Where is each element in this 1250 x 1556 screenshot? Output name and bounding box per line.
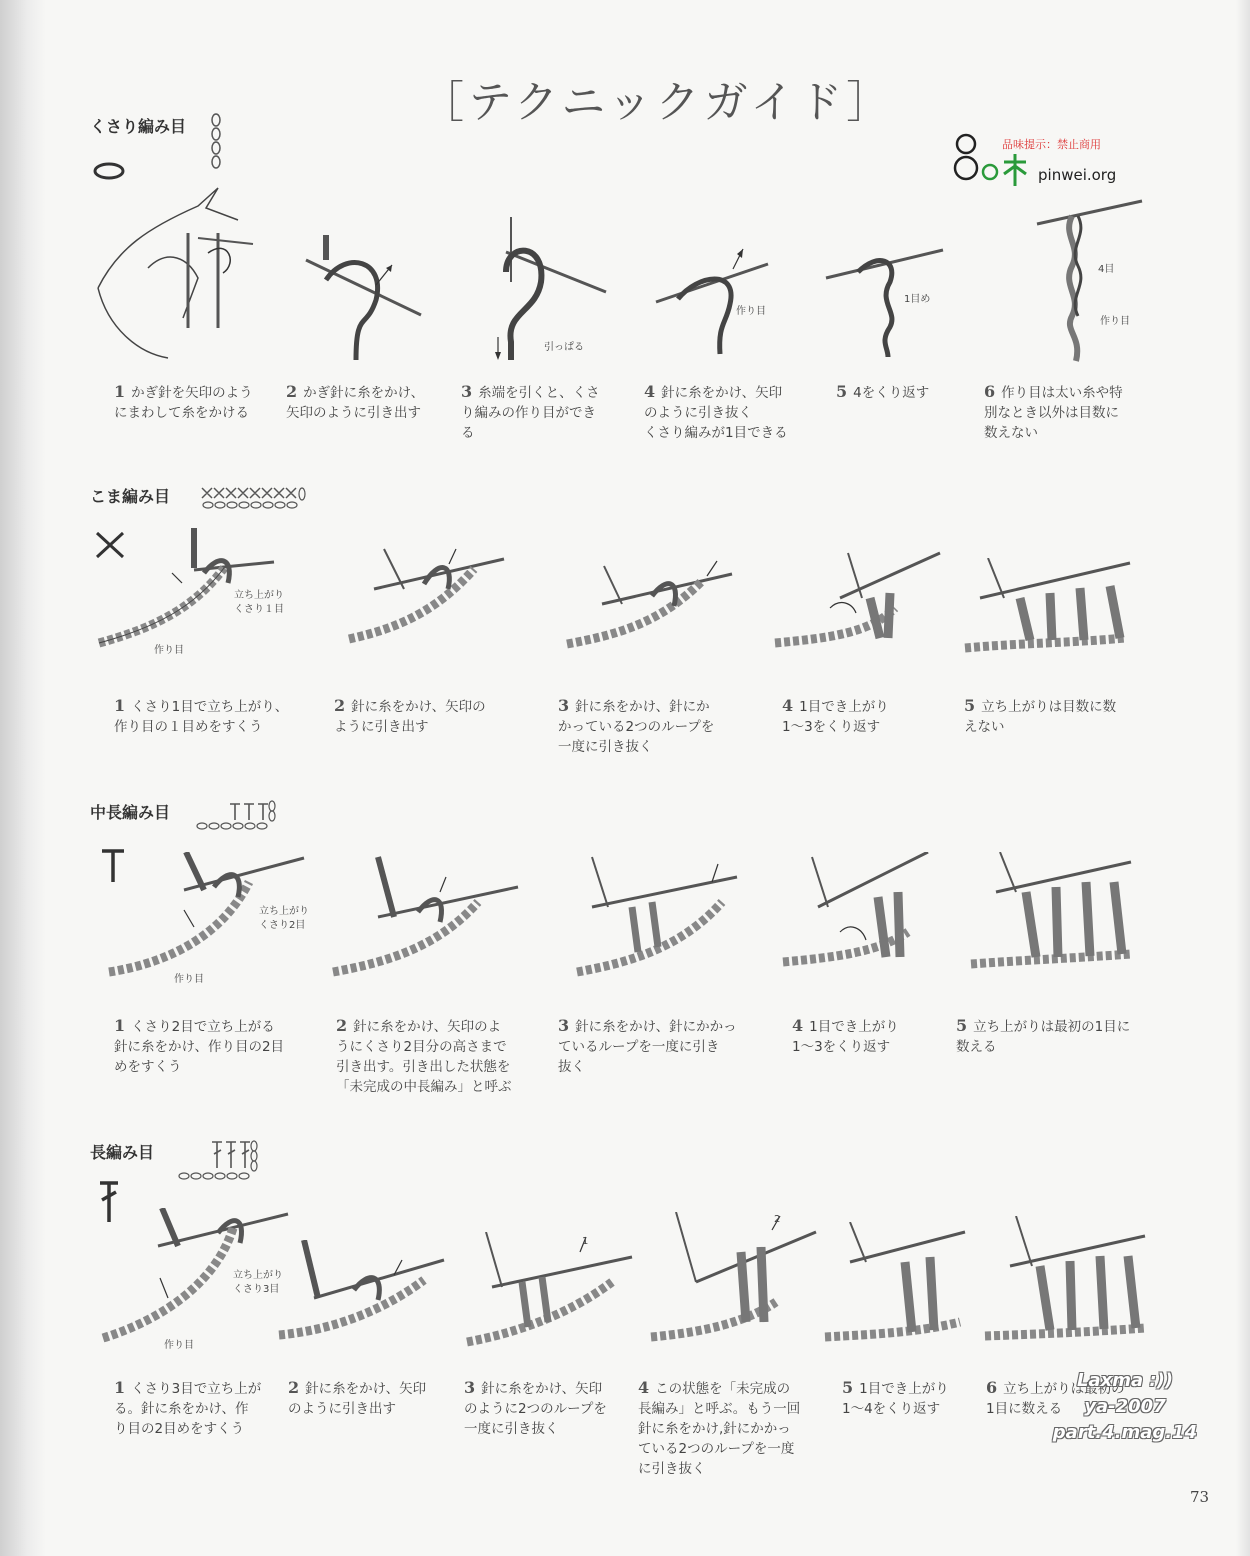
label-chain-hdc: くさり2目 bbox=[259, 920, 306, 931]
label-four-stitches: 4目 bbox=[1098, 264, 1115, 275]
page-edge-right bbox=[1236, 0, 1250, 1556]
page-number: 73 bbox=[1190, 1488, 1210, 1506]
dc-step2-diagram bbox=[274, 1240, 449, 1350]
half-double-chart-symbol bbox=[194, 800, 278, 832]
hdc-step4-diagram bbox=[778, 852, 938, 972]
section-heading-double: 長編み目 bbox=[90, 1143, 155, 1162]
section-heading-half-double: 中長編み目 bbox=[90, 803, 171, 822]
dc-step2-caption: 2 針に糸をかけ、矢印 のように引き出す bbox=[288, 1378, 427, 1417]
single-step3-caption: 3 針に糸をかけ、針にか かっている2つのループを 一度に引き抜く bbox=[558, 696, 715, 755]
single-step1-caption: 1 くさり1目で立ち上がり、 作り目の１目めをすくう bbox=[114, 696, 289, 735]
dc-step5-caption: 5 1目でき上がり 1〜4をくり返す bbox=[842, 1378, 949, 1417]
page-title: ［テクニックガイド］ bbox=[420, 77, 895, 128]
chain-step1-diagram bbox=[88, 178, 263, 368]
label-rise-dc: 立ち上がり bbox=[233, 1270, 283, 1281]
single-step3-diagram bbox=[562, 556, 737, 656]
label-rise-sc: 立ち上がり bbox=[234, 590, 284, 601]
label-base-sc: 作り目 bbox=[154, 645, 184, 656]
label-base-chain4: 作り目 bbox=[736, 306, 766, 317]
chain-step3-diagram bbox=[486, 212, 616, 362]
hdc-step5-caption: 5 立ち上がりは最初の1目に 数える bbox=[956, 1016, 1131, 1055]
double-crochet-chart-symbol bbox=[176, 1138, 260, 1182]
hdc-step4-caption: 4 1目でき上がり 1〜3をくり返す bbox=[792, 1016, 899, 1055]
dc-step4-diagram bbox=[646, 1212, 821, 1352]
chain-step2-diagram bbox=[296, 230, 426, 365]
hdc-step1-caption: 1 くさり2目で立ち上がる 針に糸をかけ、作り目の2目 めをすくう bbox=[114, 1016, 285, 1075]
dc-step1-diagram bbox=[98, 1208, 298, 1353]
section-heading-chain: くさり編み目 bbox=[90, 117, 187, 136]
section-heading-single: こま編み目 bbox=[90, 487, 171, 506]
dc-step5-diagram bbox=[820, 1222, 970, 1352]
chain-step1-caption: 1 かぎ針を矢印のよう にまわして糸をかける bbox=[114, 382, 253, 421]
chain-step3-caption: 3 糸端を引くと、くさ り編みの作り目ができ る bbox=[461, 382, 600, 441]
dc-step6-diagram bbox=[980, 1216, 1150, 1351]
hdc-step3-diagram bbox=[572, 852, 742, 982]
single-step5-caption: 5 立ち上がりは目数に数 えない bbox=[964, 696, 1117, 735]
label-rise-hdc: 立ち上がり bbox=[259, 906, 309, 917]
dc-step3-caption: 3 針に糸をかけ、矢印 のように2つのループを 一度に引き抜く bbox=[464, 1378, 607, 1437]
label-base-hdc: 作り目 bbox=[174, 974, 204, 985]
single-step4-diagram bbox=[770, 548, 945, 658]
chain-step6-diagram bbox=[1032, 196, 1144, 366]
hdc-step2-diagram bbox=[328, 852, 523, 982]
single-step2-caption: 2 針に糸をかけ、矢印の ように引き出す bbox=[334, 696, 486, 735]
hdc-step1-diagram bbox=[104, 852, 324, 992]
hdc-step2-caption: 2 針に糸をかけ、矢印のよ うにくさり2目分の高さまで 引き出す。引き出した状態を 「未完成の中長編み」と呼ぶ bbox=[336, 1016, 512, 1095]
single-crochet-chart-symbol bbox=[198, 484, 308, 510]
chain-chart-symbol bbox=[208, 112, 224, 170]
chain-step5-caption: 5 4をくり返す bbox=[836, 382, 930, 401]
dc-step1-caption: 1 くさり3目で立ち上が る。針に糸をかけ、作 り目の2目めをすくう bbox=[114, 1378, 262, 1437]
chain-step6-caption: 6 作り目は太い糸や特 別なとき以外は目数に 数えない bbox=[984, 382, 1123, 441]
chain-step4-caption: 4 針に糸をかけ、矢印 のように引き抜く くさり編みが1目できる bbox=[644, 382, 788, 441]
dc-step4-caption: 4 この状態を「未完成の 長編み」と呼ぶ。もう一回 針に糸をかけ,針にかかっ ている2つのループを一度 に引き抜く bbox=[638, 1378, 801, 1477]
label-chain-dc: くさり3目 bbox=[233, 1284, 280, 1295]
page-gutter-shadow bbox=[0, 0, 46, 1556]
watermark-logo bbox=[952, 132, 1132, 192]
label-arrow-2: 2 bbox=[774, 1214, 781, 1225]
single-step4-caption: 4 1目でき上がり 1〜3をくり返す bbox=[782, 696, 889, 735]
label-first-stitch: 1目め bbox=[904, 294, 931, 305]
label-base-dc: 作り目 bbox=[164, 1340, 194, 1351]
single-step1-diagram bbox=[94, 528, 324, 668]
watermark-notice: 品味提示：禁止商用 bbox=[1002, 138, 1101, 151]
label-arrow-1: 1 bbox=[582, 1236, 589, 1247]
dc-step3-diagram bbox=[462, 1232, 637, 1352]
watermark-site: pinwei.org bbox=[1038, 166, 1117, 184]
label-pull: 引っぱる bbox=[544, 342, 584, 353]
chain-step5-diagram bbox=[818, 242, 948, 357]
dc-step6-caption: 6 立ち上がりは最初の 1目に数える bbox=[986, 1378, 1125, 1417]
label-chain-sc: くさり１目 bbox=[234, 604, 284, 615]
single-step2-diagram bbox=[344, 544, 509, 654]
single-step5-diagram bbox=[960, 558, 1135, 658]
label-base-chain6: 作り目 bbox=[1100, 316, 1130, 327]
hdc-step5-diagram bbox=[966, 852, 1136, 977]
chain-step4-diagram bbox=[648, 244, 773, 356]
chain-step2-caption: 2 かぎ針に糸をかけ、 矢印のように引き出す bbox=[286, 382, 425, 421]
scan-credit-watermark: Laxma :)) ya-2007 part.4.mag.14 bbox=[1052, 1370, 1198, 1443]
hdc-step3-caption: 3 針に糸をかけ、針にかかっ ているループを一度に引き 抜く bbox=[558, 1016, 737, 1075]
